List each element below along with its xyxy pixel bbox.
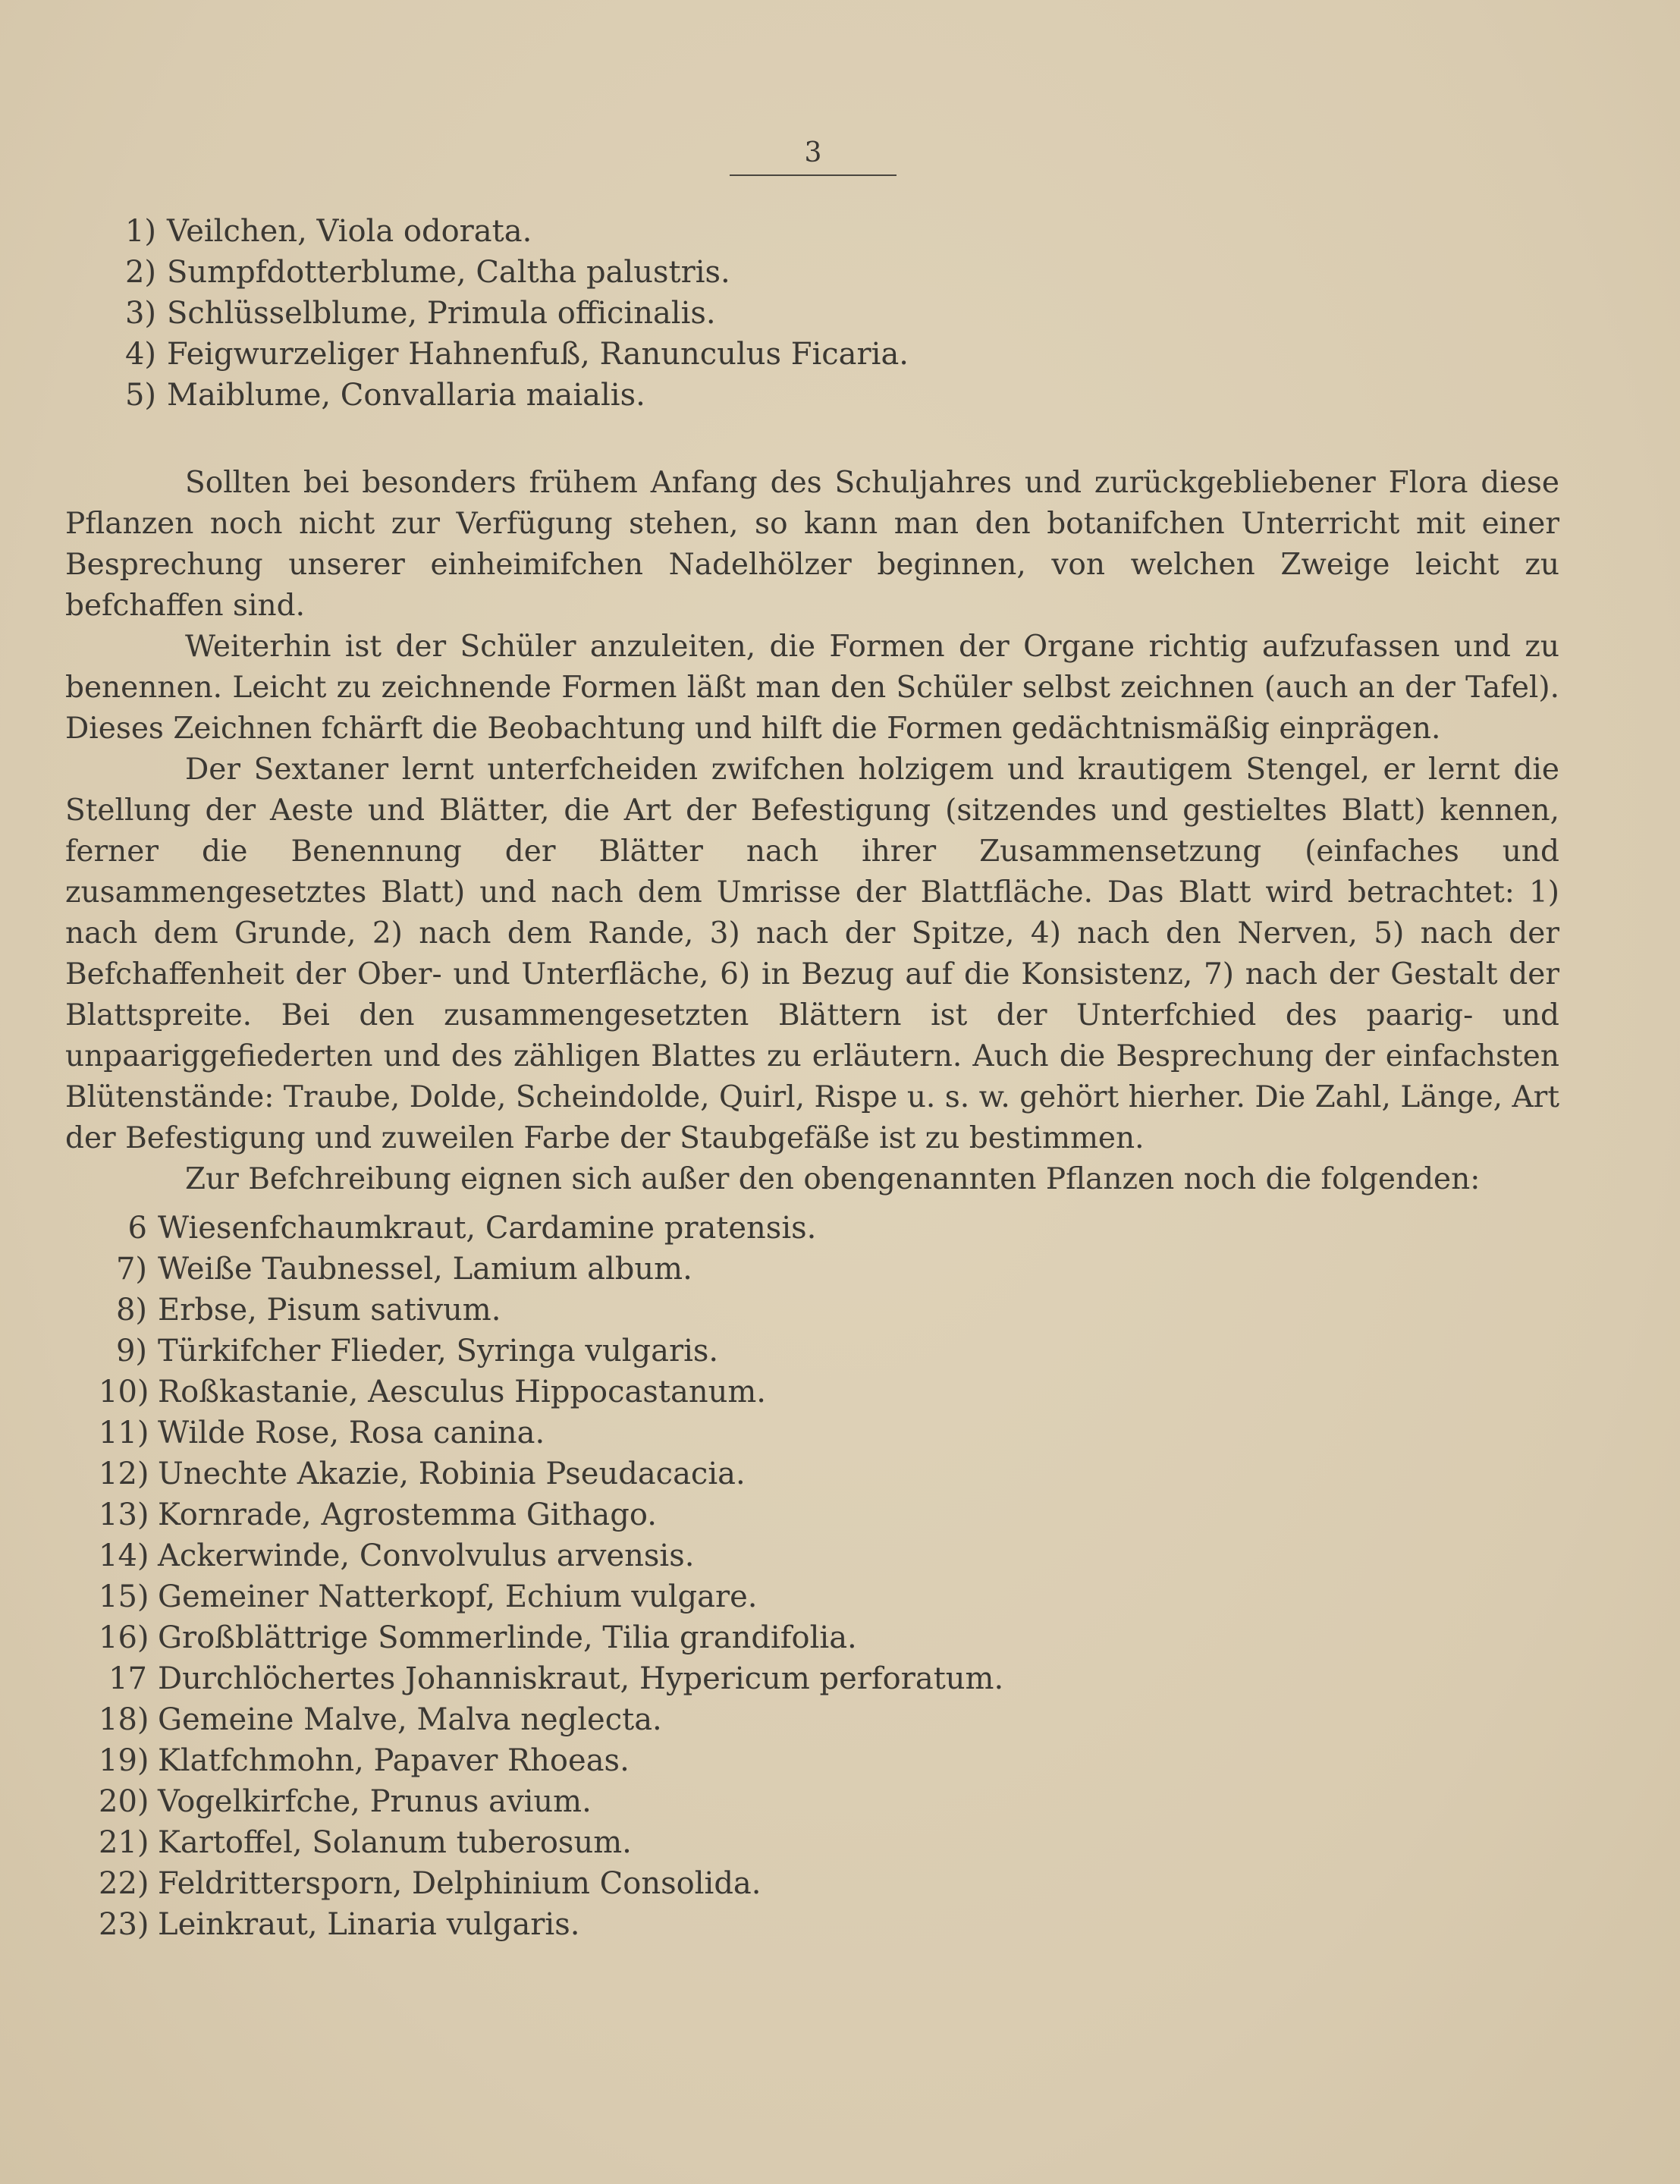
list-item (114, 375, 1555, 416)
list-item-number: 15) (99, 1579, 149, 1614)
list-item-number: 21) (99, 1825, 149, 1860)
list-item-number: 23) (99, 1907, 149, 1942)
list-item-text: Durchlöchertes Johanniskraut, Hypericum perforatum. (158, 1661, 1004, 1696)
list-item-text: Türkifcher Flieder, Syringa vulgaris. (158, 1334, 719, 1369)
list-item-text: Großblättrige Sommerlinde, Tilia grandifolia. (158, 1620, 857, 1655)
list-item-number: 11) (99, 1416, 149, 1450)
list-item (99, 1658, 1540, 1699)
list-item-text: Kornrade, Agrostemma Githago. (158, 1497, 657, 1532)
body-text (65, 463, 1559, 1200)
list-item-number: 17 (108, 1661, 147, 1696)
list-item (99, 1904, 1540, 1945)
paragraph-leaf-study: Der Sextaner lernt unterfcheiden zwifchen holzigem und krautigem Stengel, er lernt die Stellung der Aeste und Blätter, die Art der Befestigung (sitzendes und gestieltes Blatt) kennen, ferner die Benennung der Blätter nach ihrer Zusammensetzung (einfaches und zusammengesetztes Blatt) und nach dem Umrisse der Blattfläche. Das Blatt wird betrachtet: 1) nach dem Grunde, 2) nach dem Rande, 3) nach der Spitze, 4) nach den Nerven, 5) nach der Befchaffenheit der Ober- und Unterfläche, 6) in Bezug auf die Konsistenz, 7) nach der Gestalt der Blattspreite. Bei den zusammengesetzten Blättern ist der Unterfchied des paarig- und unpaariggefiederten und des zähligen Blattes zu erläutern. Auch die Besprechung der einfachsten Blütenstände: Traube, Dolde, Scheindolde, Quirl, Rispe u. s. w. gehört hierher. Die Zahl, Länge, Art der Befestigung und zuweilen Farbe der Staubgefäße ist zu bestimmen. (65, 753, 1559, 1155)
list-item-text: Gemeiner Natterkopf, Echium vulgare. (158, 1579, 758, 1614)
list-item-number: 6 (127, 1211, 147, 1246)
list-item (99, 1453, 1540, 1494)
list-item-text: Ackerwinde, Convolvulus arvensis. (158, 1538, 695, 1573)
list-item-number: 22) (99, 1866, 149, 1901)
list-item (99, 1290, 1540, 1331)
list-item-number: 2) (124, 255, 156, 290)
list-item (99, 1372, 1540, 1413)
list-item (114, 293, 1555, 334)
list-item-text: Klatfchmohn, Papaver Rhoeas. (158, 1743, 630, 1778)
list-item-text: Feldrittersporn, Delphinium Consolida. (158, 1866, 761, 1901)
list-item-number: 12) (99, 1457, 149, 1491)
list-item-text: Leinkraut, Linaria vulgaris. (158, 1907, 580, 1942)
list-item-text: Erbse, Pisum sativum. (158, 1293, 501, 1328)
paragraph-list-intro: Zur Befchreibung eignen sich außer den obengenannten Pflanzen noch die folgenden: (185, 1162, 1481, 1196)
list-item (114, 334, 1555, 375)
paragraph-conifers: Sollten bei besonders frühem Anfang des Schuljahres und zurückgebliebener Flora diese Pflanzen noch nicht zur Verfügung stehen, so kann man den botanifchen Unterricht mit einer Besprechung unserer einheimifchen Nadelhölzer beginnen, von welchen Zweige leicht zu befchaffen sind. (65, 466, 1559, 623)
list-item-number: 5) (124, 378, 156, 413)
list-item-text: Unechte Akazie, Robinia Pseudacacia. (158, 1457, 746, 1491)
list-item (114, 252, 1555, 293)
list-item-number: 20) (99, 1784, 149, 1819)
list-item-text: Feigwurzeliger Hahnenfuß, Ranunculus Ficaria. (167, 337, 909, 372)
list-item-text: Maiblume, Convallaria maialis. (167, 378, 645, 413)
list-item-number: 18) (99, 1702, 149, 1737)
list-item-number: 16) (99, 1620, 149, 1655)
list-item-number: 19) (99, 1743, 149, 1778)
list-item (99, 1822, 1540, 1863)
list-item-text: Roßkastanie, Aesculus Hippocastanum. (158, 1375, 766, 1409)
list-item-text: Kartoffel, Solanum tuberosum. (158, 1825, 632, 1860)
list-item-text: Weiße Taubnessel, Lamium album. (158, 1252, 692, 1287)
list-item (99, 1863, 1540, 1904)
list-item (99, 1249, 1540, 1290)
list-item-number: 1) (124, 214, 156, 249)
list-item (99, 1740, 1540, 1781)
list-item (99, 1699, 1540, 1740)
list-item (99, 1331, 1540, 1372)
list-item-number: 3) (124, 296, 156, 331)
list-item-text: Gemeine Malve, Malva neglecta. (158, 1702, 662, 1737)
page-number-rule (730, 174, 897, 176)
list-item (114, 211, 1555, 252)
list-item-number: 7) (115, 1252, 147, 1287)
list-item (99, 1494, 1540, 1535)
list-item-number: 13) (99, 1497, 149, 1532)
list-item-number: 14) (99, 1538, 149, 1573)
list-item (99, 1576, 1540, 1617)
list-item-text: Schlüsselblume, Primula officinalis. (167, 296, 716, 331)
list-item (99, 1208, 1540, 1249)
list-item-text: Veilchen, Viola odorata. (167, 214, 532, 249)
list-item-text: Sumpfdotterblume, Caltha palustris. (167, 255, 730, 290)
list-item-number: 8) (115, 1293, 147, 1328)
list-item-number: 9) (115, 1334, 147, 1369)
description-plants-list (99, 1208, 1540, 1945)
list-item (99, 1413, 1540, 1453)
page-number: 3 (804, 137, 822, 168)
list-item (99, 1781, 1540, 1822)
list-item-text: Wiesenfchaumkraut, Cardamine pratensis. (158, 1211, 817, 1246)
list-item-number: 4) (124, 337, 156, 372)
list-item (99, 1535, 1540, 1576)
list-item-text: Wilde Rose, Rosa canina. (158, 1416, 545, 1450)
list-item-text: Vogelkirfche, Prunus avium. (158, 1784, 592, 1819)
list-item-number: 10) (99, 1375, 149, 1409)
spring-plants-list (114, 211, 1555, 416)
list-item (99, 1617, 1540, 1658)
paragraph-drawing: Weiterhin ist der Schüler anzuleiten, die Formen der Organe richtig aufzufassen und zu benennen. Leicht zu zeichnende Formen läßt man den Schüler selbst zeichnen (auch an der Tafel). Dieses Zeichnen fchärft die Beobachtung und hilft die Formen gedächtnismäßig einprägen. (65, 630, 1559, 746)
